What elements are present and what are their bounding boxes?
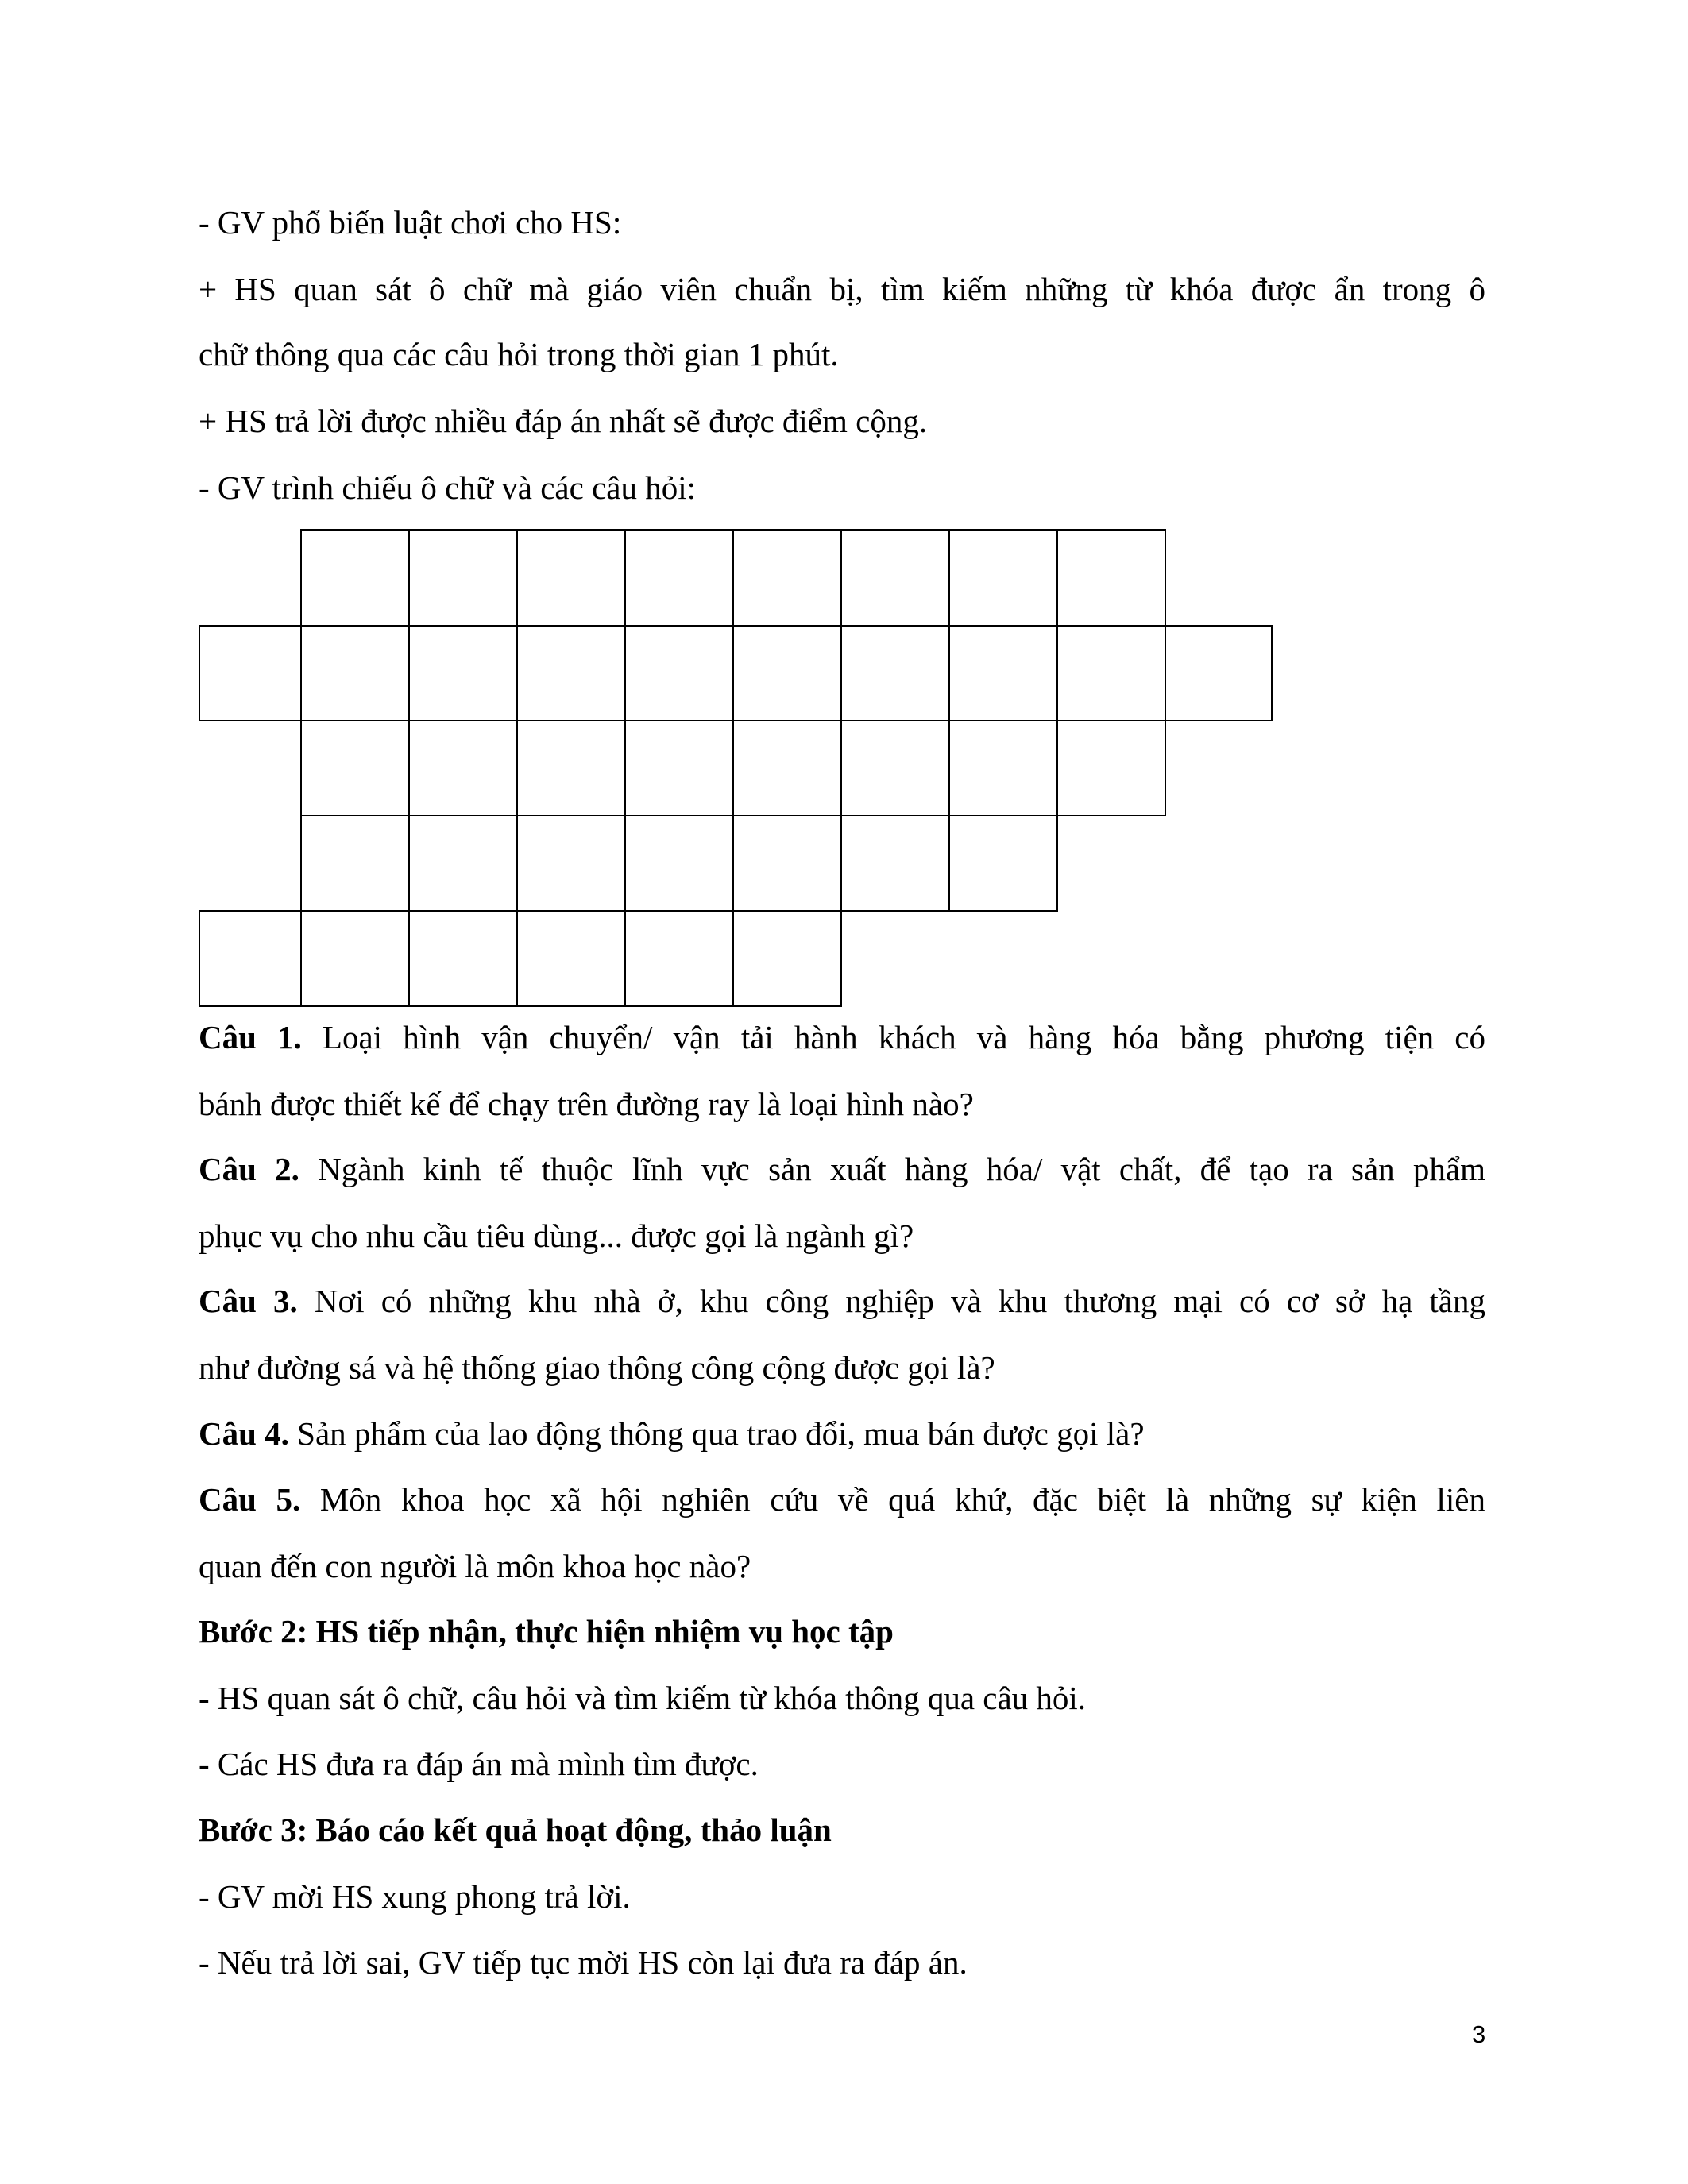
crossword-cell [948,815,1058,912]
rule-1-line-1: + HS quan sát ô chữ mà giáo viên chuẩn bị, tìm kiếm những từ khóa được ẩn trong ô [199,271,1485,307]
question-3-text: Nơi có những khu nhà ở, khu công nghiệp và khu thương mại có cơ sở hạ tầng [297,1283,1485,1319]
crossword-cell [516,910,626,1007]
question-2-line-2: phục vụ cho nhu cầu tiêu dùng... được gọi là ngành gì? [199,1217,914,1254]
crossword-cell [948,720,1058,816]
question-3-label: Câu 3. [199,1283,298,1319]
question-3-line-2: như đường sá và hệ thống giao thông công cộng được gọi là? [199,1349,995,1386]
step-2-heading: Bước 2: HS tiếp nhận, thực hiện nhiệm vụ học tập [199,1613,894,1650]
crossword-cell [732,625,842,721]
step-3-item-1: - GV mời HS xung phong trả lời. [199,1878,631,1915]
crossword-cell [300,625,410,721]
crossword-cell [840,815,950,912]
crossword-cell [199,625,302,721]
question-4-text: Sản phẩm của lao động thông qua trao đổi, mua bán được gọi là? [288,1415,1145,1452]
crossword-cell [840,720,950,816]
crossword-cell [840,529,950,627]
step-2-item-2: - Các HS đưa ra đáp án mà mình tìm được. [199,1746,759,1782]
crossword-cell [516,529,626,627]
crossword-cell [624,720,734,816]
crossword-cell [732,815,842,912]
question-2-line-1 [199,1150,1485,1188]
crossword-cell [732,720,842,816]
crossword-cell [408,529,518,627]
crossword-cell [516,815,626,912]
crossword-cell [624,815,734,912]
question-1-text: Loại hình vận chuyển/ vận tải hành khách và hàng hóa bằng phương tiện có [301,1019,1485,1055]
crossword-cell [624,625,734,721]
crossword-cell [1056,625,1166,721]
rules-heading: - GV phổ biến luật chơi cho HS: [199,204,622,241]
crossword-cell [1165,625,1273,721]
present-instruction: - GV trình chiếu ô chữ và các câu hỏi: [199,469,696,506]
question-2-label: Câu 2. [199,1151,299,1187]
crossword-cell [408,625,518,721]
crossword-cell [300,529,410,627]
page-number: 3 [1472,2020,1486,2048]
question-1-line-1 [199,1018,1485,1056]
crossword-cell [732,910,842,1007]
crossword-cell [408,910,518,1007]
crossword-cell [948,529,1058,627]
question-4-line-1 [199,1414,1485,1453]
crossword-cell [300,910,410,1007]
question-2-text: Ngành kinh tế thuộc lĩnh vực sản xuất hàng hóa/ vật chất, để tạo ra sản phẩm [299,1151,1485,1187]
question-5-label: Câu 5. [199,1481,301,1518]
crossword-cell [732,529,842,627]
crossword-cell [408,815,518,912]
crossword-cell [1056,529,1166,627]
question-5-line-2: quan đến con người là môn khoa học nào? [199,1548,751,1584]
crossword-cell [624,529,734,627]
step-3-item-2: - Nếu trả lời sai, GV tiếp tục mời HS còn lại đưa ra đáp án. [199,1944,968,1981]
question-5-text: Môn khoa học xã hội nghiên cứu về quá khứ, đặc biệt là những sự kiện liên [300,1481,1485,1518]
question-3-line-1 [199,1282,1485,1320]
crossword-cell [516,720,626,816]
crossword-cell [199,910,302,1007]
question-1-label: Câu 1. [199,1019,302,1055]
step-2-item-1: - HS quan sát ô chữ, câu hỏi và tìm kiếm từ khóa thông qua câu hỏi. [199,1680,1087,1716]
crossword-cell [408,720,518,816]
crossword-cell [1056,720,1166,816]
rule-2: + HS trả lời được nhiều đáp án nhất sẽ được điểm cộng. [199,403,928,439]
rule-1-line-2: chữ thông qua các câu hỏi trong thời gian 1 phút. [199,336,839,372]
step-3-heading: Bước 3: Báo cáo kết quả hoạt động, thảo luận [199,1812,832,1848]
crossword-cell [624,910,734,1007]
crossword-cell [840,625,950,721]
crossword-cell [300,815,410,912]
crossword-cell [300,720,410,816]
crossword-cell [516,625,626,721]
question-4-label: Câu 4. [199,1415,289,1452]
crossword-cell [948,625,1058,721]
question-5-line-1 [199,1480,1485,1518]
question-1-line-2: bánh được thiết kế để chạy trên đường ray là loại hình nào? [199,1086,974,1122]
